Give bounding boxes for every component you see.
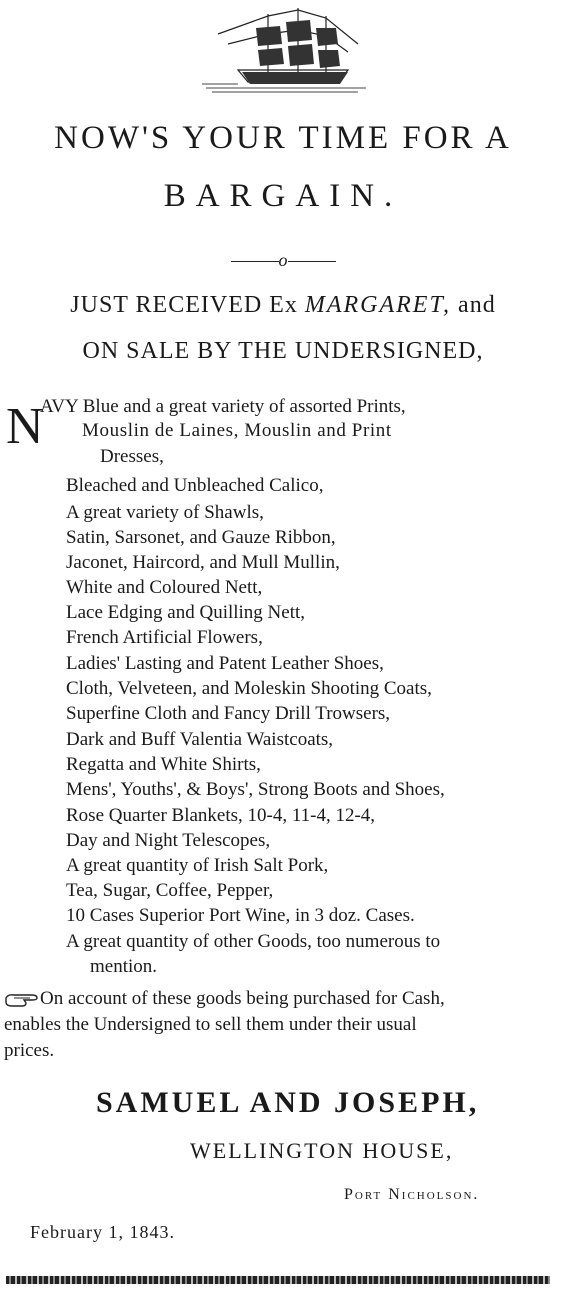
list-item: A great variety of Shawls,: [66, 502, 264, 523]
notice-line-1: [4, 988, 562, 1010]
list-item: Bleached and Unbleached Calico,: [66, 475, 324, 496]
list-item: Jaconet, Haircord, and Mull Mullin,: [66, 552, 340, 573]
list-item: Regatta and White Shirts,: [66, 754, 261, 775]
subhead-suffix: and: [451, 292, 496, 318]
notice-text-1: On account of these goods being purchased for Cash,: [40, 988, 445, 1009]
list-item: Dresses,: [100, 446, 164, 467]
list-item: A great quantity of other Goods, too numerous to: [66, 931, 441, 952]
divider: [0, 250, 566, 271]
decorative-border: [6, 1276, 550, 1284]
list-item: Mouslin de Laines, Mouslin and Print: [82, 420, 392, 441]
headline-line-1: NOW'S YOUR TIME FOR A: [54, 120, 512, 156]
subhead-prefix: JUST RECEIVED Ex: [70, 292, 305, 318]
list-item: Day and Night Telescopes,: [66, 830, 271, 851]
list-item: Ladies' Lasting and Patent Leather Shoes,: [66, 653, 384, 674]
list-item: Dark and Buff Valentia Waistcoats,: [66, 729, 334, 750]
subhead-line-2: ON SALE BY THE UNDERSIGNED,: [82, 338, 484, 364]
list-item: Cloth, Velveteen, and Moleskin Shooting Coats,: [66, 678, 432, 699]
list-item: A great quantity of Irish Salt Pork,: [66, 855, 329, 876]
ship-engraving: [198, 4, 368, 96]
list-item: AVY Blue and a great variety of assorted Prints,: [40, 396, 406, 417]
subhead-line-1: [0, 292, 566, 319]
notice-line-2: enables the Undersigned to sell them under their usual: [4, 1014, 417, 1035]
drop-cap: N: [6, 398, 44, 455]
list-item: mention.: [90, 956, 158, 977]
merchant-name: SAMUEL AND JOSEPH,: [96, 1086, 480, 1119]
list-item: Rose Quarter Blankets, 10-4, 11-4, 12-4,: [66, 805, 376, 826]
business-house: WELLINGTON HOUSE,: [190, 1138, 454, 1163]
notice-date: February 1, 1843.: [30, 1222, 175, 1242]
list-item: White and Coloured Nett,: [66, 577, 263, 598]
list-item: French Artificial Flowers,: [66, 627, 263, 648]
list-item: Lace Edging and Quilling Nett,: [66, 602, 306, 623]
headline-line-2: BARGAIN.: [163, 178, 403, 214]
list-item: Mens', Youths', & Boys', Strong Boots and Shoes,: [66, 779, 445, 800]
list-item: Satin, Sarsonet, and Gauze Ribbon,: [66, 527, 336, 548]
list-item: Superfine Cloth and Fancy Drill Trowsers,: [66, 703, 391, 724]
pointing-hand-icon: [4, 992, 40, 1008]
list-item: 10 Cases Superior Port Wine, in 3 doz. Cases.: [66, 905, 415, 926]
divider-mark: o: [278, 250, 288, 270]
ship-name: MARGARET,: [304, 292, 452, 318]
notice-line-3: prices.: [4, 1040, 55, 1061]
list-item: Tea, Sugar, Coffee, Pepper,: [66, 880, 274, 901]
business-place: Port Nicholson.: [344, 1186, 480, 1203]
